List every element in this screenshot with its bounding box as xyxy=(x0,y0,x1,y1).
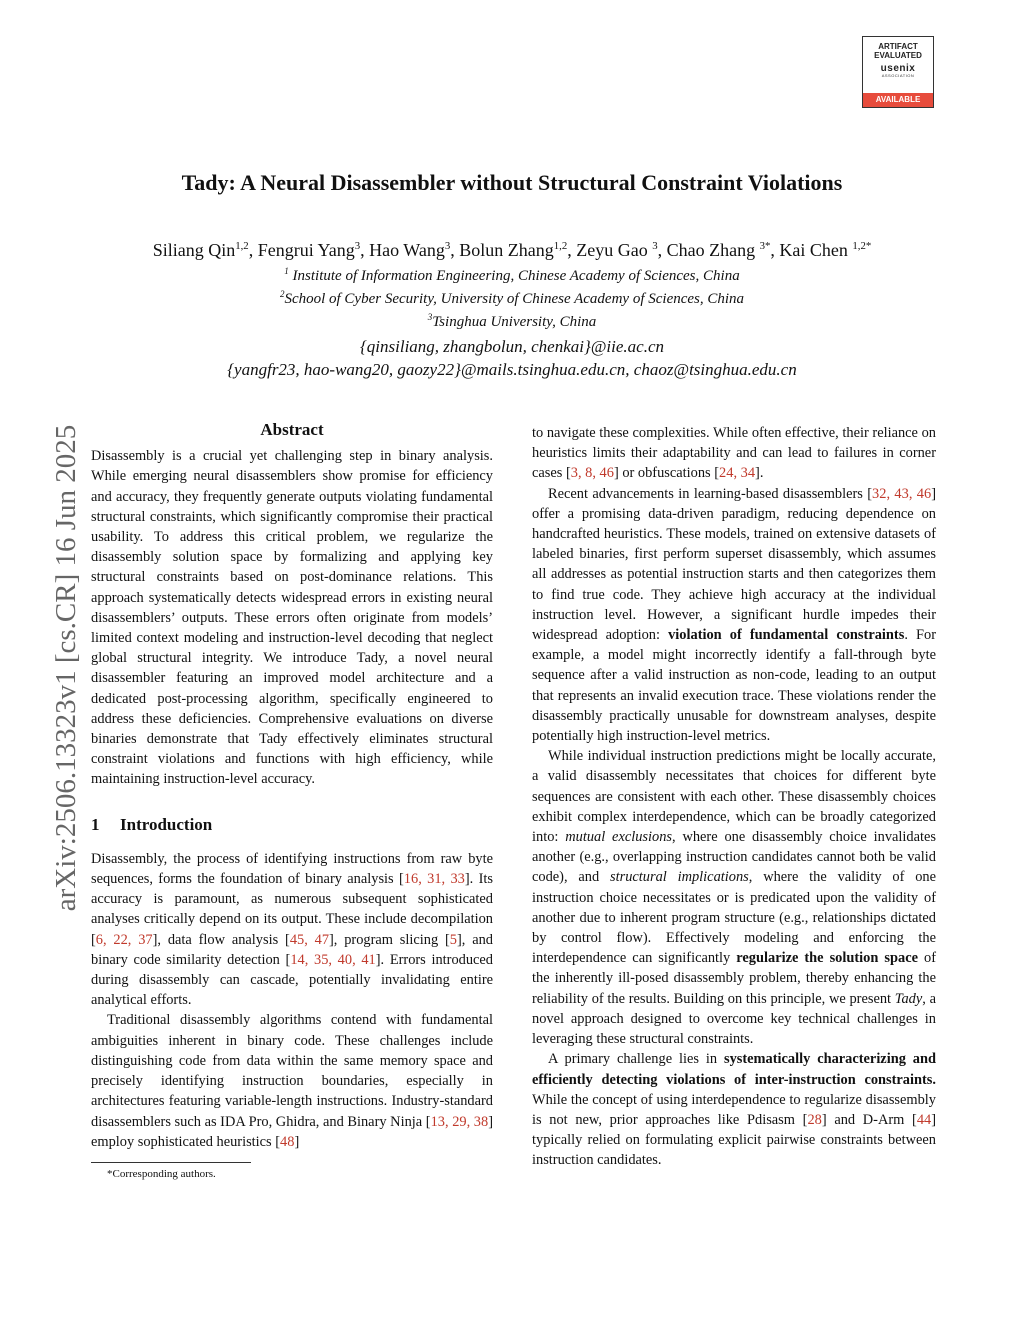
usenix-logo: usenix xyxy=(880,63,916,74)
footnote-rule xyxy=(91,1162,251,1163)
citation-link[interactable]: 48 xyxy=(280,1133,295,1150)
citation-link[interactable]: 24, 34 xyxy=(719,465,756,482)
paragraph: to navigate these complexities. While often effective, their reliance on heuristics limits their adaptability and can lead to failures in corner cases [3, 8, 46] or obfuscations [24, 34]. xyxy=(532,425,936,482)
artifact-badge xyxy=(862,36,934,108)
footnote: *Corresponding authors. xyxy=(107,1167,216,1180)
affiliation: $^2$School of Cyber Security, University of Chinese Academy of Sciences, China xyxy=(279,289,745,307)
paragraph: Disassembly, the process of identifying instructions from raw byte sequences, forms the foundation of binary analysis [16, 31, 33]. Its accuracy is paramount, as numerous subsequent sophisticated analyses critically depend on its output. These include decompilation [6, 22, 37], data flow analysis [45, 47], program slicing [5], and binary code similarity detection [14, 35, 40, 41]. Errors introduced during disassembly can cascade, potentially invalidating entire analytical efforts. xyxy=(91,850,494,1009)
author-list: Siliang Qin$^{1,2}$, Fengrui Yang$^3$, Hao Wang$^3$, Bolun Zhang$^{1,2}$, Zeyu Gao $^3$, Chao Zhang $^{3*}$, Kai Chen $^{1,2*}$ xyxy=(152,240,872,260)
citation-link[interactable]: 3, 8, 46 xyxy=(570,465,614,482)
citation-link[interactable]: 44 xyxy=(916,1111,932,1128)
affiliation: $^1$ Institute of Information Engineering, Chinese Academy of Sciences, China xyxy=(284,266,740,284)
author-name: Kai Chen xyxy=(779,240,848,260)
paper-title: Tady: A Neural Disassembler without Structural Constraint Violations xyxy=(181,170,843,195)
badge-line1: ARTIFACT xyxy=(878,42,918,51)
abstract-heading: Abstract xyxy=(260,420,324,439)
author-name: Fengrui Yang xyxy=(257,240,355,260)
citation-link[interactable]: 32, 43, 46 xyxy=(872,485,932,502)
right-column xyxy=(532,423,936,1171)
citation-link[interactable]: 28 xyxy=(807,1111,822,1128)
arxiv-stamp: arXiv:2506.13323v1 [cs.CR] 16 Jun 2025 xyxy=(50,424,82,912)
badge-assoc: ASSOCIATION xyxy=(881,73,915,78)
email-line: {qinsiliang, zhangbolun, chenkai}@iie.ac.cn xyxy=(359,337,665,356)
badge-line2: EVALUATED xyxy=(874,51,922,60)
citation-link[interactable]: 5 xyxy=(449,931,457,948)
citation-link[interactable]: 6, 22, 37 xyxy=(95,931,153,948)
citation-link[interactable]: 13, 29, 38 xyxy=(430,1113,489,1130)
citation-link[interactable]: 14, 35, 40, 41 xyxy=(290,951,376,968)
citation-link[interactable]: 16, 31, 33 xyxy=(403,871,465,888)
author-name: Zeyu Gao xyxy=(576,240,648,260)
paragraph: A primary challenge lies in systematically characterizing and efficiently detecting violations of inter-instruction constraints. While the concept of using interdependence to regularize disassembly is not new, prior approaches like Pdisasm [28] and D-Arm [44] typically relied on formulating explicit pairwise constraints between instruction candidates. xyxy=(532,1051,937,1169)
paragraph: While individual instruction predictions might be locally accurate, a valid disassembly necessitates that choices for different byte sequences are consistent with each other. These disassembly choices exhibit complex interdependence, which can be broadly categorized into: mutual exclusions, where one disassembly choice invalidates another (e.g., overlapping instruction candidates cannot both be valid code), and structural implications, where the validity of one instruction choice necessitates or is predicated upon the validity of another due to inherent program structure (e.g., relationships dictated by control flow). Effectively modeling and enforcing the interdependence can significantly regularize the solution space of the inherently ill-posed disassembly problem, thereby enhancing the reliability of the results. Building on this principle, we present Tady, a novel approach designed to overcome key technical challenges in leveraging these structural constraints. xyxy=(532,748,936,1048)
section-heading: 1 Introduction xyxy=(91,814,213,834)
paragraph: Recent advancements in learning-based disassemblers [32, 43, 46] offer a promising data-driven paradigm, reducing dependence on handcrafted heuristics. These models, trained on extensive datasets of labeled binaries, first perform superset disassembly, which assumes all addresses as potential instruction starts and then categorizes them to find true code. They achieve high accuracy at the individual instruction level. However, a significant hurdle impedes their widespread adoption: violation of fundamental constraints. For example, a model might incorrectly identify a fall-through byte sequence after a valid instruction as non-code, leading to an output that represents an invalid execution trace. These violations render the disassembly practically unusable for downstream analyses, despite potentially high instruction-level metrics. xyxy=(532,485,937,745)
affiliation: $^3$Tsinghua University, China xyxy=(427,312,597,330)
author-name: Hao Wang xyxy=(369,240,445,260)
abstract-text: Disassembly is a crucial yet challenging step in binary analysis. While emerging neural disassemblers show promise for efficiency and accuracy, they frequently generate outputs violating fundamental structural constraints, which significantly compromise their practical usability. To address this critical problem, we regularize the disassembly solution space by formalizing and applying key structural constraints based on post-dominance relations. This approach systematically detects widespread errors in existing neural disassemblers’ outputs. These errors often originate from models’ limited context modeling and instruction-level decoding that neglect global structural integrity. We introduce Tady, a novel neural disassembler featuring an improved model architecture and a dedicated post-processing algorithm, specifically engineered to address these deficiencies. Comprehensive evaluations on diverse binaries demonstrate that Tady effectively eliminates structural constraint violations and functions with high efficiency, while maintaining instruction-level accuracy. xyxy=(91,448,493,788)
author-name: Siliang Qin xyxy=(152,240,236,260)
badge-status: AVAILABLE xyxy=(863,93,933,107)
author-name: Chao Zhang xyxy=(666,240,756,260)
citation-link[interactable]: 45, 47 xyxy=(289,931,330,948)
paragraph: Traditional disassembly algorithms contend with fundamental ambiguities inherent in binary code. These challenges include distinguishing code from data within the same memory space and precisely identifying instruction boundaries, especially in architectures featuring variable-length instructions. Industry-standard disassemblers such as IDA Pro, Ghidra, and Binary Ninja [13, 29, 38] employ sophisticated heuristics [48] xyxy=(91,1012,493,1150)
email-line: {yangfr23, hao-wang20, gaozy22}@mails.tsinghua.edu.cn, chaoz@tsinghua.edu.cn xyxy=(227,360,797,379)
author-name: Bolun Zhang xyxy=(459,240,554,260)
left-column xyxy=(91,420,493,1181)
